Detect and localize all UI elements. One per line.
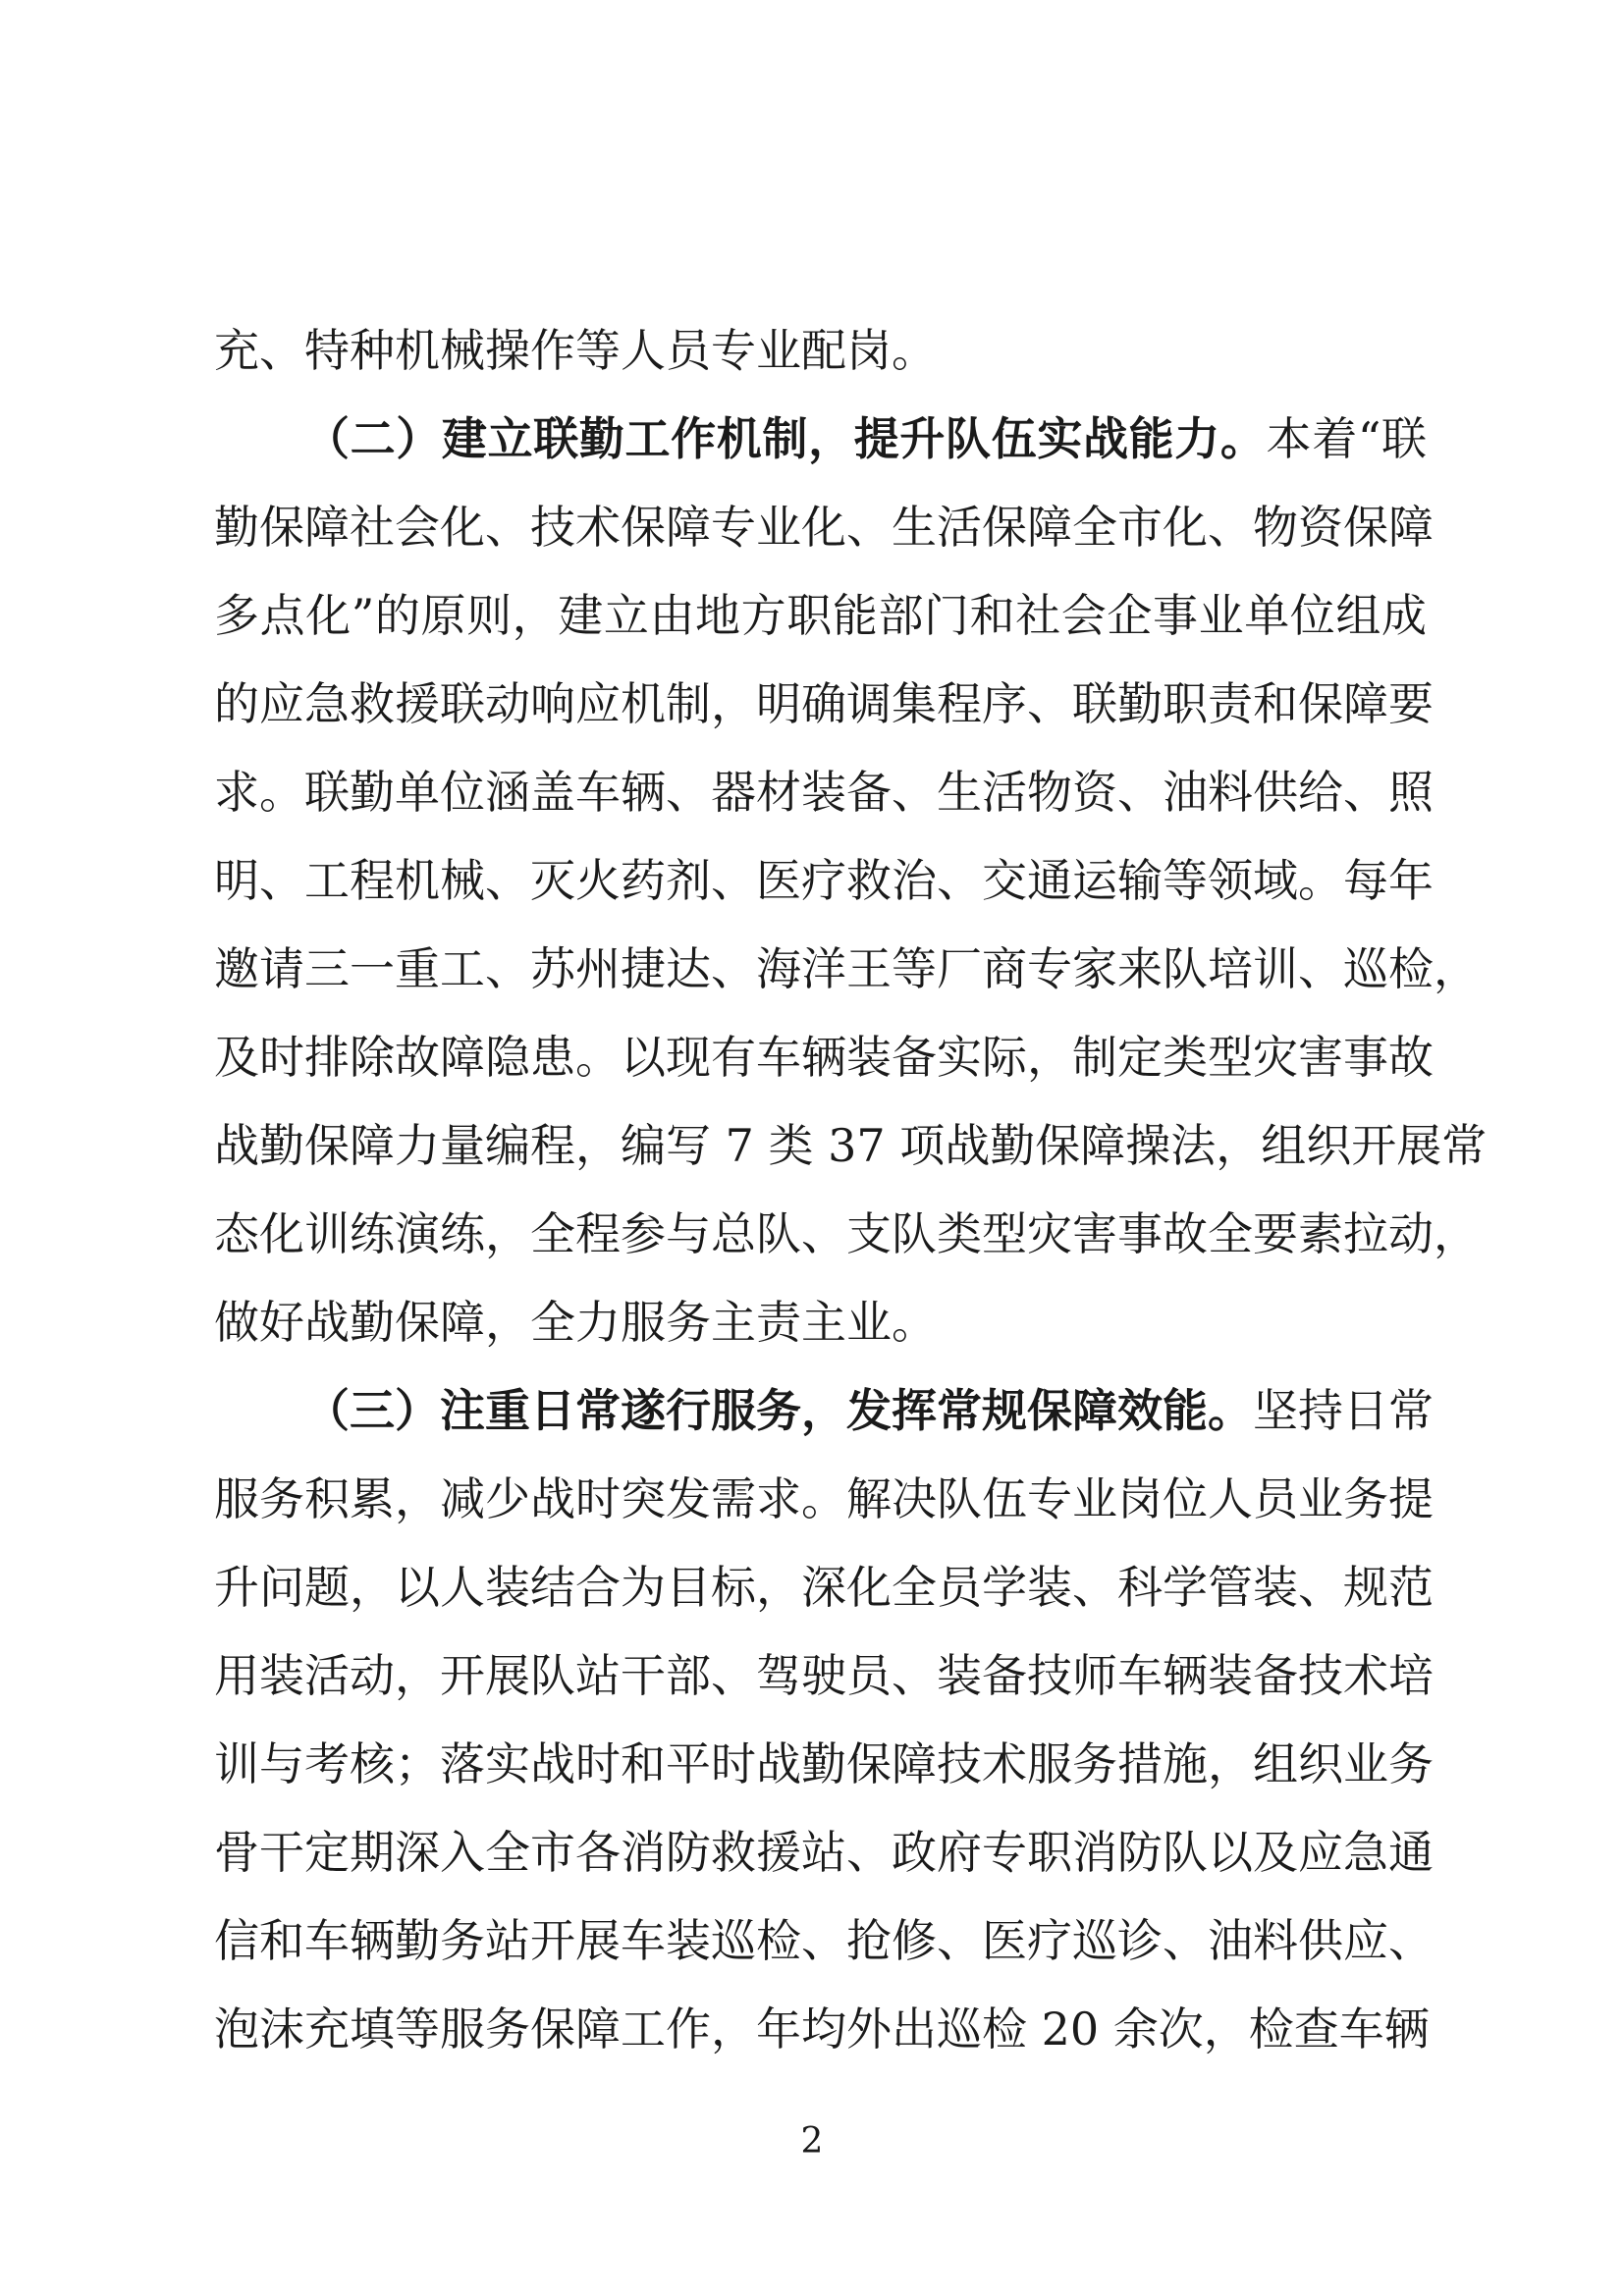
text-line: 做好战勤保障，全力服务主责主业。 bbox=[214, 1296, 937, 1349]
text-line: 多点化”的原则，建立由地方职能部门和社会企事业单位组成 bbox=[214, 589, 1427, 642]
text-line: 及时排除故障隐患。以现有车辆装备实际，制定类型灾害事故 bbox=[214, 1031, 1434, 1084]
section-heading-line bbox=[214, 1366, 1434, 1455]
text-line: 的应急救援联动响应机制，明确调集程序、联勤职责和保障要 bbox=[214, 677, 1434, 730]
text-fragment: 坚持日常 bbox=[1253, 1384, 1434, 1437]
text-line: 用装活动，开展队站干部、驾驶员、装备技师车辆装备技术培 bbox=[214, 1649, 1434, 1702]
text-line: 求。联勤单位涵盖车辆、器材装备、生活物资、油料供给、照 bbox=[214, 766, 1434, 819]
text-line: 明、工程机械、灭火药剂、医疗救治、交通运输等领域。每年 bbox=[214, 854, 1434, 907]
text-line: 信和车辆勤务站开展车装巡检、抢修、医疗巡诊、油料供应、 bbox=[214, 1914, 1434, 1967]
text-line: 邀请三一重工、苏州捷达、海洋王等厂商专家来队培训、巡检， bbox=[214, 942, 1479, 995]
page-number: 2 bbox=[800, 2121, 824, 2162]
text-line: 骨干定期深入全市各消防救援站、政府专职消防队以及应急通 bbox=[214, 1826, 1434, 1879]
text-line: 升问题，以人装结合为目标，深化全员学装、科学管装、规范 bbox=[214, 1561, 1434, 1614]
section-heading-2: （二）建立联勤工作机制，提升队伍实战能力。 bbox=[304, 412, 1267, 465]
section-heading-line bbox=[214, 395, 1427, 483]
text-fragment: 本着“联 bbox=[1266, 412, 1427, 465]
text-line: 战勤保障力量编程，编写 7 类 37 项战勤保障操法，组织开展常 bbox=[214, 1119, 1488, 1172]
section-heading-3: （三）注重日常遂行服务，发挥常规保障效能。 bbox=[304, 1384, 1253, 1437]
text-line: 勤保障社会化、技术保障专业化、生活保障全市化、物资保障 bbox=[214, 501, 1434, 554]
text-line: 服务积累，减少战时突发需求。解决队伍专业岗位人员业务提 bbox=[214, 1472, 1434, 1525]
text-line: 态化训练演练，全程参与总队、支队类型灾害事故全要素拉动， bbox=[214, 1207, 1479, 1260]
text-line: 充、特种机械操作等人员专业配岗。 bbox=[214, 324, 937, 377]
text-line: 训与考核；落实战时和平时战勤保障技术服务措施，组织业务 bbox=[214, 1737, 1434, 1790]
text-line: 泡沫充填等服务保障工作，年均外出巡检 20 余次，检查车辆 bbox=[214, 2002, 1430, 2056]
